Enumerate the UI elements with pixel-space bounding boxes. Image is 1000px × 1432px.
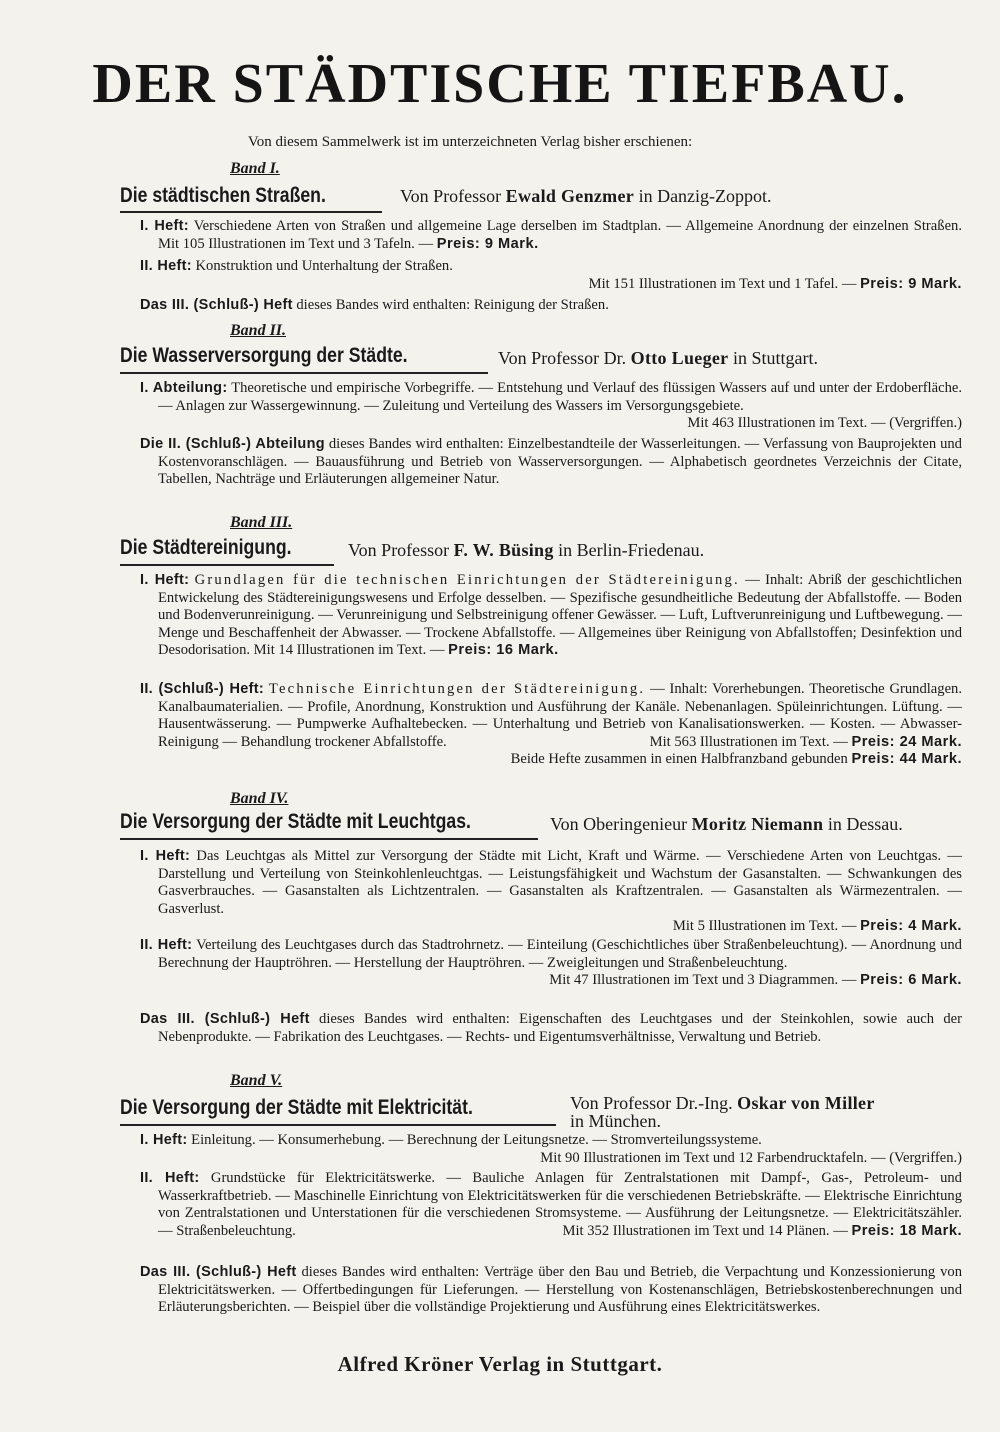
section-band2-abt1: I. Abteilung: Theoretische und empirische Vorbegriffe. — Entstehung und Verlauf des flüssigen Wassers auf und unter der Erdoberfläche. — Anlagen zur Wassergewinnung. — Zuleitung und Verteilung des Wassers im Versorgungsgebiete. Mit 463 Illustrationen im Text. — (Vergriffen.) [140, 380, 962, 432]
section-band1-heft3: Das III. (Schluß-) Heft dieses Bandes wird enthalten: Reinigung der Straßen. [140, 297, 609, 313]
intro-line: Von diesem Sammelwerk ist im unterzeichneten Verlag bisher erschienen: [247, 134, 693, 150]
band-author: Von Professor Ewald Genzmer in Danzig-Zoppot. [400, 186, 772, 206]
band-heading [120, 344, 962, 368]
band-title: Die Versorgung der Städte mit Elektricität. [120, 1096, 473, 1119]
band-author: Von Professor Dr. Otto Lueger in Stuttgart. [498, 348, 818, 368]
page-title: DER STÄDTISCHE TIEFBAU. [92, 53, 908, 115]
band-label: Band I. [230, 160, 280, 177]
section-band4-heft2: II. Heft: Verteilung des Leuchtgases durch das Stadtrohrnetz. — Einteilung (Geschichtliches über Straßenbeleuchtung). — Anordnung und Berechnung der Hauptröhren. — Herstellung der Hauptröhren. — Zweigleitungen und Straßenbeleuchtung. Mit 47 Illustrationen im Text und 3 Diagrammen. — Preis: 6 Mark. [140, 937, 962, 989]
band-label: Band II. [230, 322, 287, 339]
title-underline [120, 564, 334, 566]
band-title: Die Versorgung der Städte mit Leuchtgas. [120, 810, 471, 833]
title-underline [120, 838, 538, 840]
band-title: Die Städtereinigung. [120, 536, 292, 559]
section-band5-heft3: Das III. (Schluß-) Heft dieses Bandes wird enthalten: Verträge über den Bau und Betrieb, die Verpachtung und Konzessionierung von Elektricitätswerken. — Offertbedingungen für Lieferungen. — Herstellung von Kostenanschlägen, Betriebskostenberechnungen und Erläuterungsberichten. — Beispiel über die vollständige Projektierung und Ausführung eines Elektricitätswerkes. [140, 1264, 962, 1316]
section-band4-heft1: I. Heft: Das Leuchtgas als Mittel zur Versorgung der Städte mit Licht, Kraft und Wärme. — Verschiedene Arten von Leuchtgas. — Darstellung und Verteilung von Steinkohlenleuchtgas. — Leistungsfähigkeit und Wachstum der Gasanstalten. — Schwankungen des Gasverbrauches. — Gasanstalten als Lichtzentralen. — Gasanstalten als Kraftzentralen. — Gasanstalten als Wärmezentralen. — Gasverlust. Mit 5 Illustrationen im Text. — Preis: 4 Mark. [140, 848, 962, 935]
band-title: Die städtischen Straßen. [120, 184, 326, 207]
section-band1-heft1: I. Heft: Verschiedene Arten von Straßen und allgemeine Lage derselben im Stadtplan. — Allgemeine Anordnung der einzelnen Straßen. Mit 105 Illustrationen im Text und 3 Tafeln. — Preis: 9 Mark. [140, 218, 962, 252]
title-underline [120, 211, 382, 213]
section-band1-heft2: II. Heft: Konstruktion und Unterhaltung der Straßen. Mit 151 Illustrationen im Text und 1 Tafel. — Preis: 9 Mark. [140, 258, 962, 292]
band-author: Von Oberingenieur Moritz Niemann in Dessau. [550, 814, 903, 834]
band-author: Von Professor F. W. Büsing in Berlin-Friedenau. [348, 540, 705, 560]
section-band3-heft1: I. Heft: Grundlagen für die technischen Einrichtungen der Städtereinigung. — Inhalt: Abriß der geschichtlichen Entwickelung des Städtereinigungswesens und Erfolge desselben. — Spezifische gesundheitliche Bedeutung der Abfallstoffe. — Boden und Bodenverunreinigung. — Verunreinigung und Selbstreinigung offener Gewässer. — Luft, Luftverunreinigung und Luftbewegung. — Menge und Beschaffenheit der Abwasser. — Trockene Abfallstoffe. — Allgemeines über Reinigung von Abfallstoffen; Desinfektion und Desodorisation. Mit 14 Illustrationen im Text. — Preis: 16 Mark. [140, 572, 962, 659]
publisher-line: Alfred Kröner Verlag in Stuttgart. [337, 1352, 663, 1376]
band-author: Von Professor Dr.-Ing. Oskar von Miller in München. [570, 1093, 875, 1131]
title-underline [120, 372, 488, 374]
band-heading [120, 810, 962, 834]
band-heading [120, 536, 962, 560]
band-label: Band V. [230, 1072, 283, 1089]
title-underline [120, 1124, 556, 1126]
band-label: Band IV. [230, 790, 289, 807]
band-label: Band III. [230, 514, 293, 531]
section-band3-heft2: II. (Schluß-) Heft: Technische Einrichtungen der Städtereinigung. — Inhalt: Vorerhebungen. Theoretische Grundlagen. Kanalbaumaterialien. — Profile, Anordnung, Konstruktion und Ausführung der Kanäle. Nebenanlagen. Spüleinrichtungen. Lüftung. — Hausentwässerung. — Pumpwerke Aufhaltebecken. — Unterhaltung und Betrieb von Kanalisationswerken. — Kosten. — Abwasser-Reinigung — Behandlung trockener Abfallstoffe. Mit 563 Illustrationen im Text. — Preis: 24 Mark. Beide Hefte zusammen in einen Halbfranzband gebunden Preis: 44 Mark. [140, 681, 963, 768]
section-band4-heft3: Das III. (Schluß-) Heft dieses Bandes wird enthalten: Eigenschaften des Leuchtgases und der Steinkohlen, sowie auch der Nebenprodukte. — Fabrikation des Leuchtgases. — Rechts- und Eigentumsverhältnisse, Verwaltung und Betrieb. [140, 1011, 962, 1045]
section-band2-abt2: Die II. (Schluß-) Abteilung dieses Bandes wird enthalten: Einzelbestandteile der Wasserleitungen. — Verfassung von Bauprojekten und Kostenvoranschlägen. — Bauausführung und Betrieb von Wasserversorgungen. — Alphabetisch geordnetes Verzeichnis der Citate, Tabellen, Nachträge und Erläuterungen allgemeiner Natur. [140, 436, 962, 488]
section-band5-heft2: II. Heft: Grundstücke für Elektricitätswerke. — Bauliche Anlagen für Zentralstationen mit Dampf-, Gas-, Petroleum- und Wasserkraftbetrieb. — Maschinelle Einrichtung von Elektricitätswerken für die verschiedenen Betriebskräfte. — Elektrische Einrichtung von Zentralstationen und Unterstationen für die verschiedenen Stromsysteme. — Ausführung der Leitungsnetze. — Elektricitätszähler. — Straßenbeleuchtung. Mit 352 Illustrationen im Text und 14 Plänen. — Preis: 18 Mark. [140, 1170, 962, 1239]
band-heading [120, 1093, 962, 1131]
section-band5-heft1: I. Heft: Einleitung. — Konsumerhebung. — Berechnung der Leitungsnetze. — Stromverteilungssysteme. Mit 90 Illustrationen im Text und 12 Farbendrucktafeln. — (Vergriffen.) [140, 1132, 962, 1166]
band-heading [120, 184, 962, 208]
band-title: Die Wasserversorgung der Städte. [120, 344, 408, 367]
